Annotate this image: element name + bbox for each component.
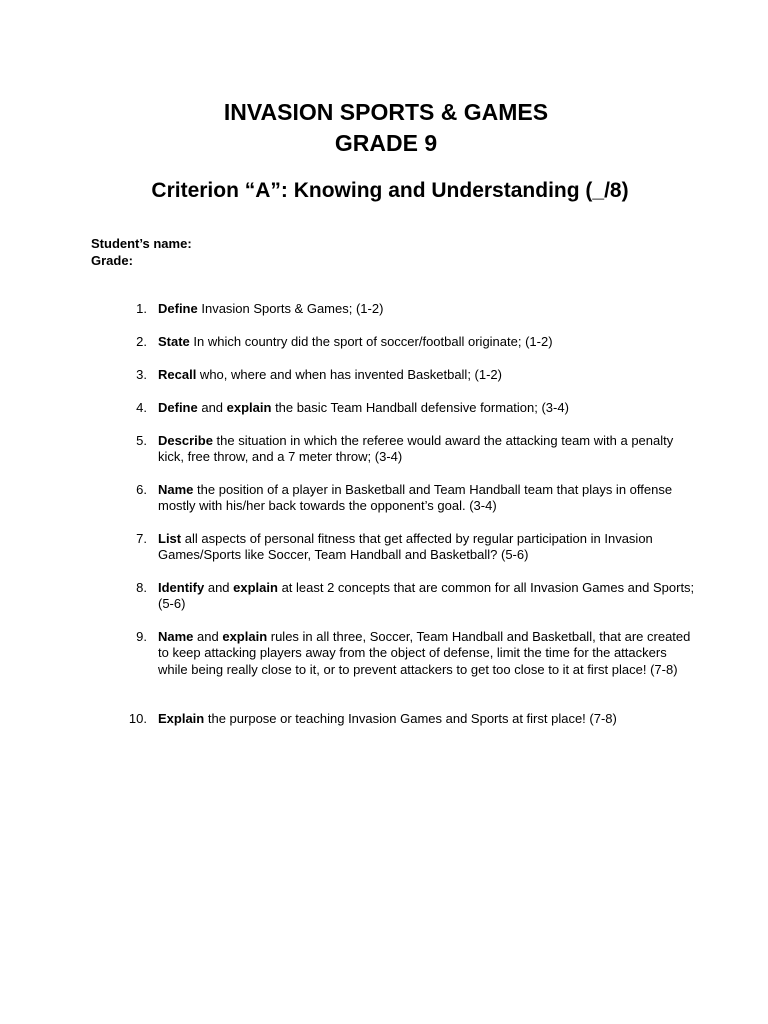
command-verb: Recall [158,367,197,382]
command-verb: State [158,334,190,349]
question-number: 2. [136,334,147,349]
question-fragment: the purpose or teaching Invasion Games and Sports at first place! (7-8) [204,711,617,726]
question-fragment: the position of a player in Basketball and Team Handball team that plays in offense mostly with his/her back towards the opponent’s goal. (3-4) [158,482,673,514]
question-fragment: at least 2 concepts that are common for all Invasion Games and Sports; (5-6) [158,580,695,612]
command-verb: List [158,531,182,546]
question-fragment: and [197,400,227,415]
command-verb: Identify [158,580,205,595]
command-verb: Name [158,482,194,497]
document-title: INVASION SPORTS & GAMES [223,99,549,125]
question-fragment: In which country did the sport of soccer/football originate; (1-2) [189,334,553,349]
student-name-label: Student’s name: [91,236,192,251]
question-fragment: and [193,629,223,644]
question-text [158,400,698,416]
command-verb: Describe [158,433,213,448]
question-fragment: the situation in which the referee would award the attacking team with a penalty kick, free throw, and a 7 meter throw; (3-4) [158,433,674,465]
question-number: 7. [136,531,147,546]
question-fragment: and [204,580,234,595]
question-text [158,580,698,613]
question-fragment: all aspects of personal fitness that get affected by regular participation in Invasion Games/Sports like Soccer, Team Handball and Basketball? (5-6) [158,531,653,563]
command-verb: Define [158,301,198,316]
question-number: 10. [128,711,147,726]
command-verb: explain [222,629,268,644]
question-number: 6. [136,482,147,497]
question-text [158,367,698,383]
command-verb: explain [226,400,272,415]
question-number: 8. [136,580,147,595]
command-verb: explain [233,580,278,595]
grade-label: Grade: [91,253,133,268]
command-verb: Explain [158,711,205,726]
question-text [158,334,698,350]
question-text [158,433,698,466]
criterion-heading: Criterion “A”: Knowing and Understanding (_/8) [151,179,629,202]
command-verb: Define [158,400,198,415]
question-number: 1. [136,301,147,316]
question-text [158,482,698,515]
question-fragment: who, where and when has invented Basketball; (1-2) [196,367,502,382]
question-fragment: Invasion Sports & Games; (1-2) [197,301,384,316]
question-number: 9. [136,629,147,644]
question-number: 3. [136,367,147,382]
question-fragment: rules in all three, Soccer, Team Handball and Basketball, that are created to keep attacking players away from the object of defense, limit the time for the attackers while being really close to it, or to prevent attackers to get too close to it at first place! (7-8) [158,629,691,677]
command-verb: Name [158,629,194,644]
question-text [158,301,698,317]
question-text [158,531,698,564]
question-fragment: the basic Team Handball defensive formation; (3-4) [271,400,569,415]
grade-heading: GRADE 9 [334,130,438,156]
question-text [158,629,698,678]
question-number: 5. [136,433,147,448]
question-number: 4. [136,400,147,415]
question-text [158,711,698,727]
